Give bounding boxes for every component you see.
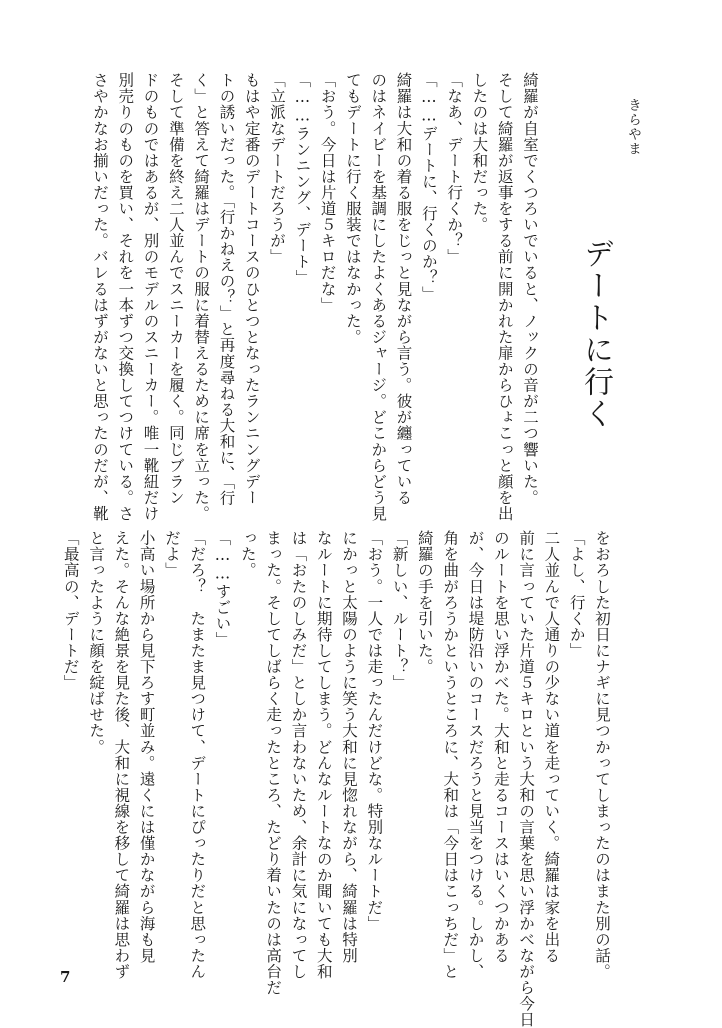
text-line: 「だろ？ たまたま見つけて、デートにぴったりだと思ったん bbox=[188, 530, 207, 980]
text-line: したのは大和だった。 bbox=[470, 72, 489, 233]
text-line: 「最高の、デートだ」 bbox=[61, 530, 80, 691]
text-line: 「なあ、デート行くか？」 bbox=[445, 72, 464, 265]
text-line: 「……デートに、行くのか？」 bbox=[419, 72, 438, 302]
upper-text-block bbox=[90, 72, 542, 522]
text-line: と言ったように顔を綻ばせた。 bbox=[87, 530, 106, 755]
text-line: 前に言っていた片道５キロという大和の言葉を思い浮かべながら今日 bbox=[517, 530, 536, 1028]
text-line: まった。そしてしばらく走ったところ、たどり着いたのは高台だ bbox=[264, 530, 283, 996]
text-line: く」と答えて綺羅はデートの服に着替えるために席を立った。 bbox=[192, 72, 211, 522]
lower-text-block bbox=[61, 530, 614, 1028]
text-line: が、今日は堤防沿いのコースだろうと見当をつける。しかし、 bbox=[466, 530, 485, 980]
text-line: ドのものではあるが、別のモデルのスニーカー。唯一靴紐だけ bbox=[141, 72, 160, 522]
text-line: 綺羅が自室でくつろいでいると、ノックの音が二つ響いた。 bbox=[521, 72, 539, 506]
text-line: 「……すごい」 bbox=[213, 530, 232, 648]
story-title: デートに行く bbox=[578, 238, 613, 430]
text-line: 「おう。一人では走ったんだけどな。特別なルートだ」 bbox=[365, 530, 384, 932]
text-line: てもデートに行く服装ではなかった。 bbox=[343, 72, 362, 345]
text-line: 二人並んで人通りの少ない道を走っていく。綺羅は家を出る bbox=[542, 530, 561, 964]
text-line: をおろした初日にナギに見つかってしまったのはまた別の話。 bbox=[593, 530, 611, 980]
text-line: 別売りのものを買い、それを一本ずつ交換してつけている。さ bbox=[116, 72, 135, 522]
text-line: もはや定番のデートコースのひとつとなったランニングデー bbox=[242, 72, 261, 506]
text-line: 綺羅の手を引いた。 bbox=[415, 530, 434, 675]
text-line: 角を曲がろうかというところに、大和は「今日はこっちだ」と bbox=[441, 530, 460, 980]
text-line: は「おたのしみだ」としか言わないため、余計に気になってし bbox=[289, 530, 308, 980]
text-line: 小高い場所から見下ろす町並み。遠くには僅かながら海も見 bbox=[137, 530, 156, 964]
author-name: きらやま bbox=[625, 98, 641, 156]
text-line: 「……ランニング、デート」 bbox=[293, 72, 312, 286]
text-line: 綺羅は大和の着る服をじっと見ながら言う。彼が纏っている bbox=[394, 72, 413, 506]
text-line: だよ」 bbox=[162, 530, 181, 579]
text-line: 「よし、行くか」 bbox=[567, 530, 586, 659]
text-line: 「おう。今日は片道５キロだな」 bbox=[318, 72, 337, 313]
text-line: そして綺羅が返事をする前に開かれた扉からひょこっと顔を出 bbox=[495, 72, 514, 522]
text-line: 「新しい、ルート？」 bbox=[390, 530, 409, 691]
page-number: 7 bbox=[60, 968, 71, 986]
text-line: なルートに期待してしまう。どんなルートなのか聞いても大和 bbox=[314, 530, 333, 980]
text-line: にかっと太陽のように笑う大和に見惚れながら、綺羅は特別 bbox=[340, 530, 359, 964]
text-line: そして準備を終え二人並んでスニーカーを履く。同じブラン bbox=[166, 72, 185, 506]
text-line: のルートを思い浮かべた。大和と走るコースはいくつかある bbox=[491, 530, 510, 964]
text-line: さやかなお揃いだった。バレるはずがないと思ったのだが、靴 bbox=[90, 72, 109, 522]
text-line: 「立派なデートだろうが」 bbox=[268, 72, 287, 265]
text-line: トの誘いだった。「行かねえの？」と再度尋ねる大和に、「行 bbox=[217, 72, 236, 506]
text-line: えた。そんな絶景を見た後、大和に視線を移して綺羅は思わず bbox=[112, 530, 131, 980]
text-line: のはネイビーを基調にしたよくあるジャージ。どこからどう見 bbox=[369, 72, 388, 522]
text-line: った。 bbox=[238, 530, 257, 579]
